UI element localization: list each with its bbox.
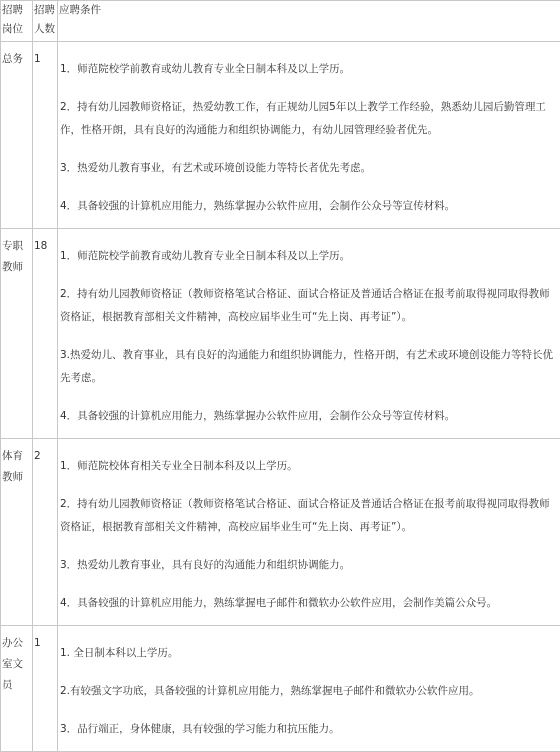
count-cell: 18 [33,229,58,439]
requirement-item: 2．持有幼儿园教师资格证，热爱幼教工作，有正规幼儿园5年以上教学工作经验，熟悉幼儿园后勤管理工作，性格开朗，具有良好的沟通能力和组织协调能力，有幼儿园管理经验者优先。 [60,96,558,142]
count-cell: 1 [33,626,58,752]
position-cell: 专职教师 [1,229,33,439]
requirement-item: 3．品行端正，身体健康，具有较强的学习能力和抗压能力。 [60,718,558,741]
header-count: 招聘人数 [33,1,58,42]
count-cell: 1 [33,42,58,229]
requirements-cell [58,42,560,229]
table-row [1,229,560,439]
requirements-cell [58,229,560,439]
requirement-item: 3．热爱幼儿教育事业，具有良好的沟通能力和组织协调能力。 [60,554,558,577]
requirement-item: 1. 全日制本科以上学历。 [60,642,558,665]
header-requirements: 应聘条件 [58,1,560,42]
requirement-item: 2.有较强文字功底，具备较强的计算机应用能力，熟练掌握电子邮件和微软办公软件应用。 [60,680,558,703]
requirement-item: 2．持有幼儿园教师资格证（教师资格笔试合格证、面试合格证及普通话合格证在报考前取得视同取得教师资格证，根据教育部相关文件精神，高校应届毕业生可“先上岗、再考证”）。 [60,283,558,329]
requirement-item: 3.热爱幼儿、教育事业，具有良好的沟通能力和组织协调能力，性格开朗，有艺术或环境创设能力等特长优先考虑。 [60,344,558,390]
table-row [1,439,560,626]
table-body [1,1,560,752]
position-cell: 总务 [1,42,33,229]
requirement-item: 3．热爱幼儿教育事业，有艺术或环境创设能力等特长者优先考虑。 [60,157,558,180]
position-cell: 体育教师 [1,439,33,626]
table-row [1,626,560,752]
header-position: 招聘岗位 [1,1,33,42]
position-cell: 办公室文员 [1,626,33,752]
count-cell: 2 [33,439,58,626]
requirement-item: 1．师范院校学前教育或幼儿教育专业全日制本科及以上学历。 [60,58,558,81]
requirements-cell [58,626,560,752]
table-header-row [1,1,560,42]
requirement-item: 4．具备较强的计算机应用能力，熟练掌握办公软件应用，会制作公众号等宣传材料。 [60,195,558,218]
requirement-item: 1．师范院校体育相关专业全日制本科及以上学历。 [60,455,558,478]
requirement-item: 4．具备较强的计算机应用能力，熟练掌握办公软件应用，会制作公众号等宣传材料。 [60,405,558,428]
table-row [1,42,560,229]
requirement-item: 4．具备较强的计算机应用能力，熟练掌握电子邮件和微软办公软件应用，会制作美篇公众号。 [60,592,558,615]
requirement-item: 1．师范院校学前教育或幼儿教育专业全日制本科及以上学历。 [60,245,558,268]
requirement-item: 2．持有幼儿园教师资格证（教师资格笔试合格证、面试合格证及普通话合格证在报考前取得视同取得教师资格证，根据教育部相关文件精神，高校应届毕业生可“先上岗、再考证”）。 [60,493,558,539]
requirements-cell [58,439,560,626]
